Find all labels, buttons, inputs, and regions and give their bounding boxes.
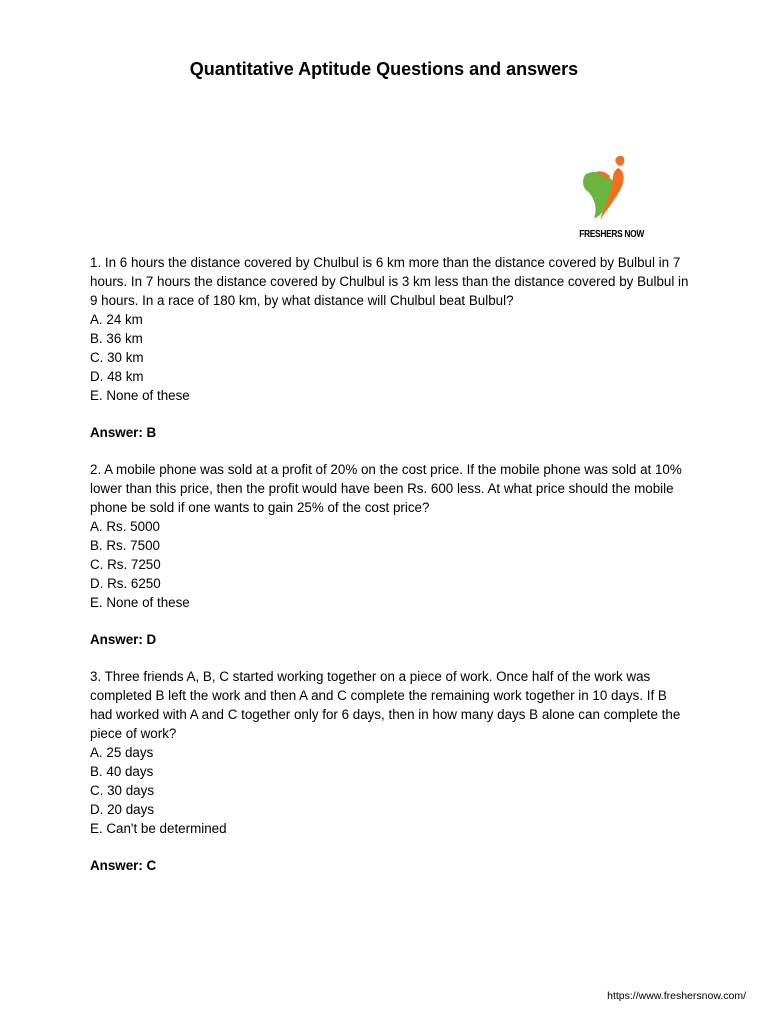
- question-text: 1. In 6 hours the distance covered by Chulbul is 6 km more than the distance covered by Bulbul in 7 hours. In 7 hours the distance covered by Chulbul is 3 km less than the distance covered by Bulbul in 9 hours. In a race of 180 km, by what distance will Chulbul beat Bulbul?: [90, 255, 689, 308]
- option-d: D. 48 km: [90, 369, 144, 384]
- option-b: B. Rs. 7500: [90, 538, 160, 553]
- options-list: [90, 743, 690, 838]
- answer: Answer: D: [90, 632, 157, 647]
- answer: Answer: C: [90, 858, 157, 873]
- freshers-now-logo: [572, 146, 644, 246]
- question-text: 2. A mobile phone was sold at a profit of 20% on the cost price. If the mobile phone was sold at 10% lower than this price, then the profit would have been Rs. 600 less. At what price should the mobile phone be sold if one wants to gain 25% of the cost price?: [90, 462, 682, 515]
- option-d: D. 20 days: [90, 802, 155, 817]
- option-e: E. None of these: [90, 595, 190, 610]
- option-a: A. 24 km: [90, 312, 143, 327]
- option-a: A. 25 days: [90, 745, 154, 760]
- questions-list: [90, 253, 690, 893]
- options-list: [90, 517, 690, 612]
- option-d: D. Rs. 6250: [90, 576, 161, 591]
- option-a: A. Rs. 5000: [90, 519, 160, 534]
- option-e: E. Can't be determined: [90, 821, 227, 836]
- option-b: B. 40 days: [90, 764, 154, 779]
- option-b: B. 36 km: [90, 331, 143, 346]
- answer: Answer: B: [90, 425, 157, 440]
- page-title: Quantitative Aptitude Questions and answers: [189, 59, 579, 80]
- option-c: C. Rs. 7250: [90, 557, 161, 572]
- option-c: C. 30 km: [90, 350, 144, 365]
- question-block: [90, 667, 690, 875]
- options-list: [90, 310, 690, 405]
- option-e: E. None of these: [90, 388, 190, 403]
- footer-url-link[interactable]: https://www.freshersnow.com/: [607, 990, 746, 1002]
- freshers-now-logo-icon: [572, 146, 644, 226]
- question-block: [90, 460, 690, 649]
- option-c: C. 30 days: [90, 783, 155, 798]
- question-text: 3. Three friends A, B, C started working together on a piece of work. Once half of the work was completed B left the work and then A and C complete the remaining work together in 10 days. If B had worked with A and C together only for 6 days, then in how many days B alone can complete the piece of work?: [90, 669, 681, 741]
- logo-text: FRESHERS NOW: [579, 228, 644, 240]
- question-block: [90, 253, 690, 442]
